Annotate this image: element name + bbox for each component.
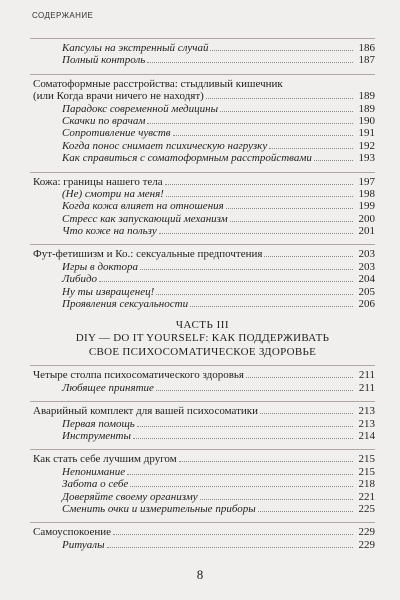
toc-chapter-entry[interactable] <box>30 248 375 260</box>
toc-section <box>30 522 375 551</box>
toc-subentry[interactable] <box>30 418 375 430</box>
toc-section <box>30 172 375 238</box>
toc-entry-title: Как справиться с соматоформным расстройствами <box>62 152 312 165</box>
toc-entry-title: Любящее принятие <box>62 381 154 394</box>
toc-entry-title: Инструменты <box>62 429 131 442</box>
dot-leader <box>269 148 353 149</box>
dot-leader <box>130 486 353 487</box>
toc-chapter-entry[interactable] <box>30 526 375 538</box>
toc-chapter-entry[interactable] <box>30 176 375 188</box>
toc-subentry[interactable] <box>30 478 375 490</box>
toc-page-number: 191 <box>358 127 375 140</box>
toc-subentry[interactable] <box>30 539 375 551</box>
toc-subentry[interactable] <box>30 140 375 152</box>
toc-page-number: 229 <box>358 526 375 539</box>
toc-page-number: 201 <box>358 225 375 238</box>
toc-page-number: 199 <box>358 200 375 213</box>
toc-page-number: 186 <box>358 42 375 54</box>
toc-entry-title: Забота о себе <box>62 478 129 491</box>
dot-leader <box>156 294 353 295</box>
toc-entry-title: Сопротивление чувств <box>62 127 171 140</box>
toc-subentry[interactable] <box>30 152 375 164</box>
toc-entry-title: Соматоформные расстройства: стыдливый кишечник <box>33 77 283 90</box>
toc-entry-title: Как стать себе лучшим другом <box>33 453 177 466</box>
toc-entry-title: Парадокс современной медицины <box>62 102 219 115</box>
toc-page-number: 203 <box>358 260 375 273</box>
toc-entry-title: Ритуалы <box>62 538 105 551</box>
toc-page-number: 200 <box>358 212 375 225</box>
toc-entry-title: Стресс как запускающий механизм <box>62 212 228 225</box>
toc-page-number: 204 <box>358 273 375 286</box>
dot-leader <box>179 461 353 462</box>
dot-leader <box>140 269 353 270</box>
toc-subentry[interactable] <box>30 115 375 127</box>
toc-page-number: 187 <box>358 54 375 67</box>
toc-page-number: 211 <box>358 381 375 394</box>
toc-page-number: 218 <box>358 478 375 491</box>
dot-leader <box>107 547 353 548</box>
dot-leader <box>147 123 353 124</box>
dot-leader <box>147 62 353 63</box>
toc-page-number: 203 <box>358 248 375 261</box>
toc-entry-title: Кожа: границы нашего тела <box>33 175 163 188</box>
toc-page-number: 205 <box>358 285 375 298</box>
toc-page-number: 198 <box>358 187 375 200</box>
toc-section <box>30 38 375 67</box>
toc-entry-title: Первая помощь <box>62 417 135 430</box>
dot-leader <box>264 256 353 257</box>
toc-entry-title: Фут-фетишизм и Ко.: сексуальные предпочтения <box>33 248 263 261</box>
toc-subentry[interactable] <box>30 127 375 139</box>
toc-subentry[interactable] <box>30 54 375 66</box>
toc-entry-title: Самоуспокоение <box>33 526 111 539</box>
toc-subentry[interactable] <box>30 261 375 273</box>
toc-sections-before <box>30 38 375 310</box>
toc-entry-title: Капсулы на экстренный случай <box>62 42 209 54</box>
dot-leader <box>159 233 353 234</box>
toc-page-number: 193 <box>358 152 375 165</box>
dot-leader <box>258 511 353 512</box>
toc-chapter-entry[interactable] <box>30 453 375 465</box>
toc-entry-title: Четыре столпа психосоматического здоровья <box>33 369 244 382</box>
toc-section <box>30 244 375 310</box>
dot-leader <box>226 208 353 209</box>
toc-page-number: 189 <box>358 90 375 103</box>
dot-leader <box>206 98 353 99</box>
toc-subentry[interactable] <box>30 286 375 298</box>
toc-entry-title: Ну ты извращенец! <box>62 285 155 298</box>
toc-entry-title: Сменить очки и измерительные приборы <box>62 502 256 515</box>
toc-subentry[interactable] <box>30 188 375 200</box>
toc-entry-title: Непонимание <box>62 465 126 478</box>
dot-leader <box>260 413 353 414</box>
toc-section <box>30 74 375 165</box>
toc-subentry[interactable] <box>30 491 375 503</box>
dot-leader <box>190 306 353 307</box>
toc-entry-title: (Не) смотри на меня! <box>62 187 164 200</box>
toc-subentry[interactable] <box>30 382 375 394</box>
toc-subentry[interactable] <box>30 298 375 310</box>
toc-subentry[interactable] <box>30 213 375 225</box>
toc-entry-title: Скачки по врачам <box>62 114 146 127</box>
toc-subentry[interactable] <box>30 200 375 212</box>
toc-entry-title: Аварийный комплект для вашей психосоматики <box>33 405 259 418</box>
dot-leader <box>165 184 353 185</box>
toc-subentry[interactable] <box>30 430 375 442</box>
dot-leader <box>133 438 353 439</box>
dot-leader <box>99 281 353 282</box>
toc-entry-title: Либидо <box>62 273 98 286</box>
toc-entry-title: (или Когда врачи ничего не находят) <box>33 90 204 103</box>
dot-leader <box>314 160 353 161</box>
toc-chapter-entry[interactable] <box>30 405 375 417</box>
toc-entry-title: Проявления сексуальности <box>62 298 189 311</box>
toc-entry-title: Когда понос снимает психическую нагрузку <box>62 139 268 152</box>
toc-page-number: 192 <box>358 139 375 152</box>
toc-page-number: 213 <box>358 417 375 430</box>
toc-subentry[interactable] <box>30 103 375 115</box>
toc-page-number: 189 <box>358 102 375 115</box>
dot-leader <box>173 135 353 136</box>
part-heading <box>30 319 375 359</box>
toc-section <box>30 449 375 515</box>
toc-page-number: 221 <box>358 490 375 503</box>
toc-page-number: 229 <box>358 538 375 551</box>
running-header: СОДЕРЖАНИЕ <box>32 11 94 20</box>
page-number: 8 <box>196 567 204 582</box>
toc-page-number: 211 <box>358 369 375 382</box>
toc-entry-title: Доверяйте своему организму <box>62 490 198 503</box>
toc-chapter-entry[interactable] <box>30 78 375 90</box>
table-of-contents <box>30 38 375 551</box>
toc-chapter-entry[interactable] <box>30 369 375 381</box>
toc-page-number: 190 <box>358 114 375 127</box>
toc-page-number: 215 <box>358 453 375 466</box>
toc-page-number: 215 <box>358 465 375 478</box>
dot-leader <box>113 534 353 535</box>
part-title-line2: СВОЕ ПСИХОСОМАТИЧЕСКОЕ ЗДОРОВЬЕ <box>88 346 317 359</box>
toc-subentry[interactable] <box>30 225 375 237</box>
dot-leader <box>156 390 353 391</box>
toc-entry-title: Игры в доктора <box>62 260 138 273</box>
toc-chapter-entry[interactable] <box>30 90 375 102</box>
part-number: ЧАСТЬ III <box>175 319 230 332</box>
toc-entry-title: Когда кожа влияет на отношения <box>62 200 224 213</box>
toc-entry-title: Полный контроль <box>62 54 146 67</box>
toc-section <box>30 365 375 394</box>
dot-leader <box>137 426 353 427</box>
toc-subentry[interactable] <box>30 42 375 54</box>
toc-page-number: 197 <box>358 175 375 188</box>
toc-entry-title: Что коже на пользу <box>62 225 157 238</box>
part-title-line1: DIY — DO IT YOURSELF: КАК ПОДДЕРЖИВАТЬ <box>75 332 330 345</box>
dot-leader <box>127 474 353 475</box>
dot-leader <box>230 221 353 222</box>
toc-page-number: 214 <box>358 429 375 442</box>
toc-page-number: 213 <box>358 405 375 418</box>
dot-leader <box>200 499 353 500</box>
toc-page-number: 225 <box>358 502 375 515</box>
dot-leader <box>246 377 353 378</box>
toc-sections-after <box>30 365 375 551</box>
toc-page-number: 206 <box>358 298 375 311</box>
toc-subentry[interactable] <box>30 503 375 515</box>
dot-leader <box>210 50 353 51</box>
toc-subentry[interactable] <box>30 466 375 478</box>
toc-subentry[interactable] <box>30 273 375 285</box>
dot-leader <box>220 111 353 112</box>
dot-leader <box>166 196 353 197</box>
toc-section <box>30 401 375 442</box>
